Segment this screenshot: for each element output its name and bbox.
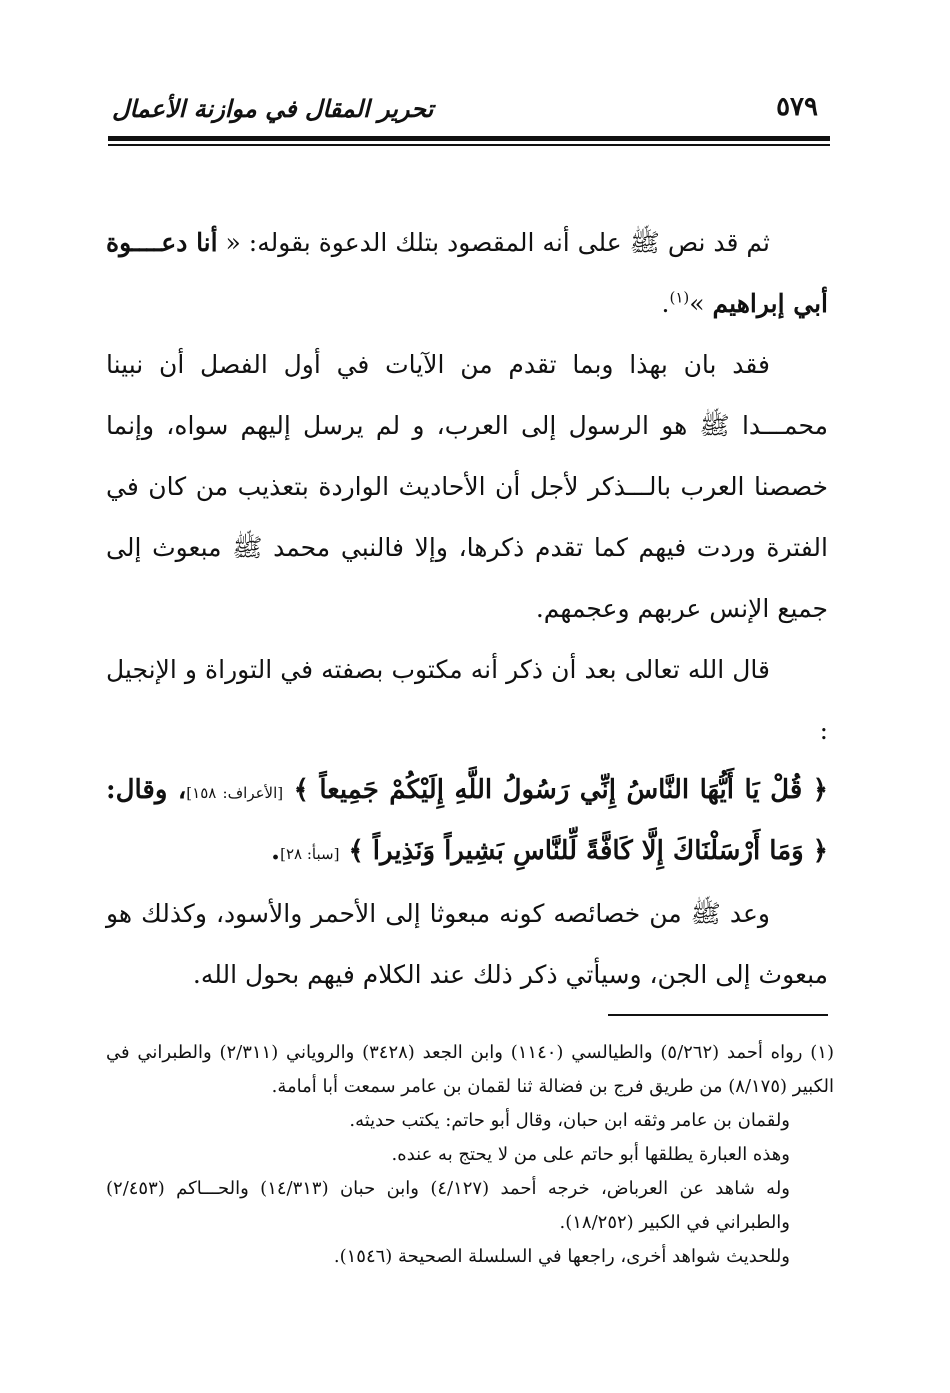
footnote-1-line-5: وللحديث شواهد أخرى، راجعها في السلسلة الصحيحة (١٥٤٦). [333,1246,790,1267]
running-title: تحرير المقال في موازنة الأعمال [112,94,434,123]
paragraph-1 [106,212,828,334]
page-number: ٥٧٩ [776,92,818,122]
paragraph-5: وعد ﷺ من خصائصه كونه مبعوثا إلى الأحمر والأسود، وكذلك هو مبعوث إلى الجن، وسيأتي ذكر ذلك عند الكلام فيهم بحول الله. [106,899,828,989]
paragraph-3: قال الله تعالى بعد أن ذكر أنه مكتوب بصفته في التوراة و الإنجيل : [106,655,828,745]
verse-1-citation: [الأعراف: ١٥٨] [186,784,284,802]
footnote-1-line-2: ولقمان بن عامر وثقه ابن حبان، وقال أبو حاتم: يكتب حديثه. [349,1110,790,1131]
page-header [108,92,830,132]
footnote-1-line-3: وهذه العبارة يطلقها أبو حاتم على من لا يحتج به عنده. [391,1144,790,1165]
paragraph-1-end: . [661,289,670,318]
header-rule-thick [108,136,830,141]
verse-1: ﴿ قُلْ يَا أَيُّهَا النَّاسُ إِنِّي رَسُولُ اللَّهِ إِلَيْكُمْ جَمِيعاً ﴾ [283,775,828,805]
paragraph-1-text: ثم قد نص ﷺ على أنه المقصود بتلك الدعوة بقوله: « [217,228,770,257]
quran-verses [106,761,828,883]
footnotes [106,1036,834,1274]
verses-end: . [271,836,281,866]
footnote-1-line-1: (١) رواه أحمد (٥/٢٦٢) والطيالسي (١١٤٠) وابن الجعد (٣٤٢٨) والروياني (٢/٣١١) والطبراني في الكبير (٨/١٧٥) من طريق فرج بن فضالة ثنا لقمان بن عامر سمعت أبا أمامة. [106,1042,834,1097]
main-text [106,212,828,1005]
hadith-quote: أنا دعــــوة أبي إبراهيم [106,228,828,318]
paragraph-2: فقد بان بهذا وبما تقدم من الآيات في أول الفصل أن نبينا محمـــدا ﷺ هو الرسول إلى العرب، و لم يرسل إليهم سواه، وإنما خصصنا العرب بالـــذكر لأجل أن الأحاديث الواردة بتعذيب من كان في الفترة وردت فيهم كما تقدم ذكرها، وإلا فالنبي محمد ﷺ مبعوث إلى جميع الإنس عربهم وعجمهم. [106,350,829,623]
header-rule-thin [108,144,830,146]
footnote-separator [608,1014,828,1016]
footnote-1-line-4: وله شاهد عن العرباض، خرجه أحمد (٤/١٢٧) وابن حبان (١٤/٣١٣) والحـــاكم (٢/٤٥٣) والطبراني في الكبير (١٨/٢٥٢). [106,1178,790,1233]
verse-2-citation: [سبأ: ٢٨] [280,845,340,863]
footnote-ref-1[interactable]: (١) [669,288,690,307]
quote-close: » [689,289,713,318]
verse-2: ، وقال: ﴿ وَمَا أَرْسَلْنَاكَ إِلَّا كَافَّةً لِّلنَّاسِ بَشِيراً وَنَذِيراً ﴾ [106,775,828,866]
